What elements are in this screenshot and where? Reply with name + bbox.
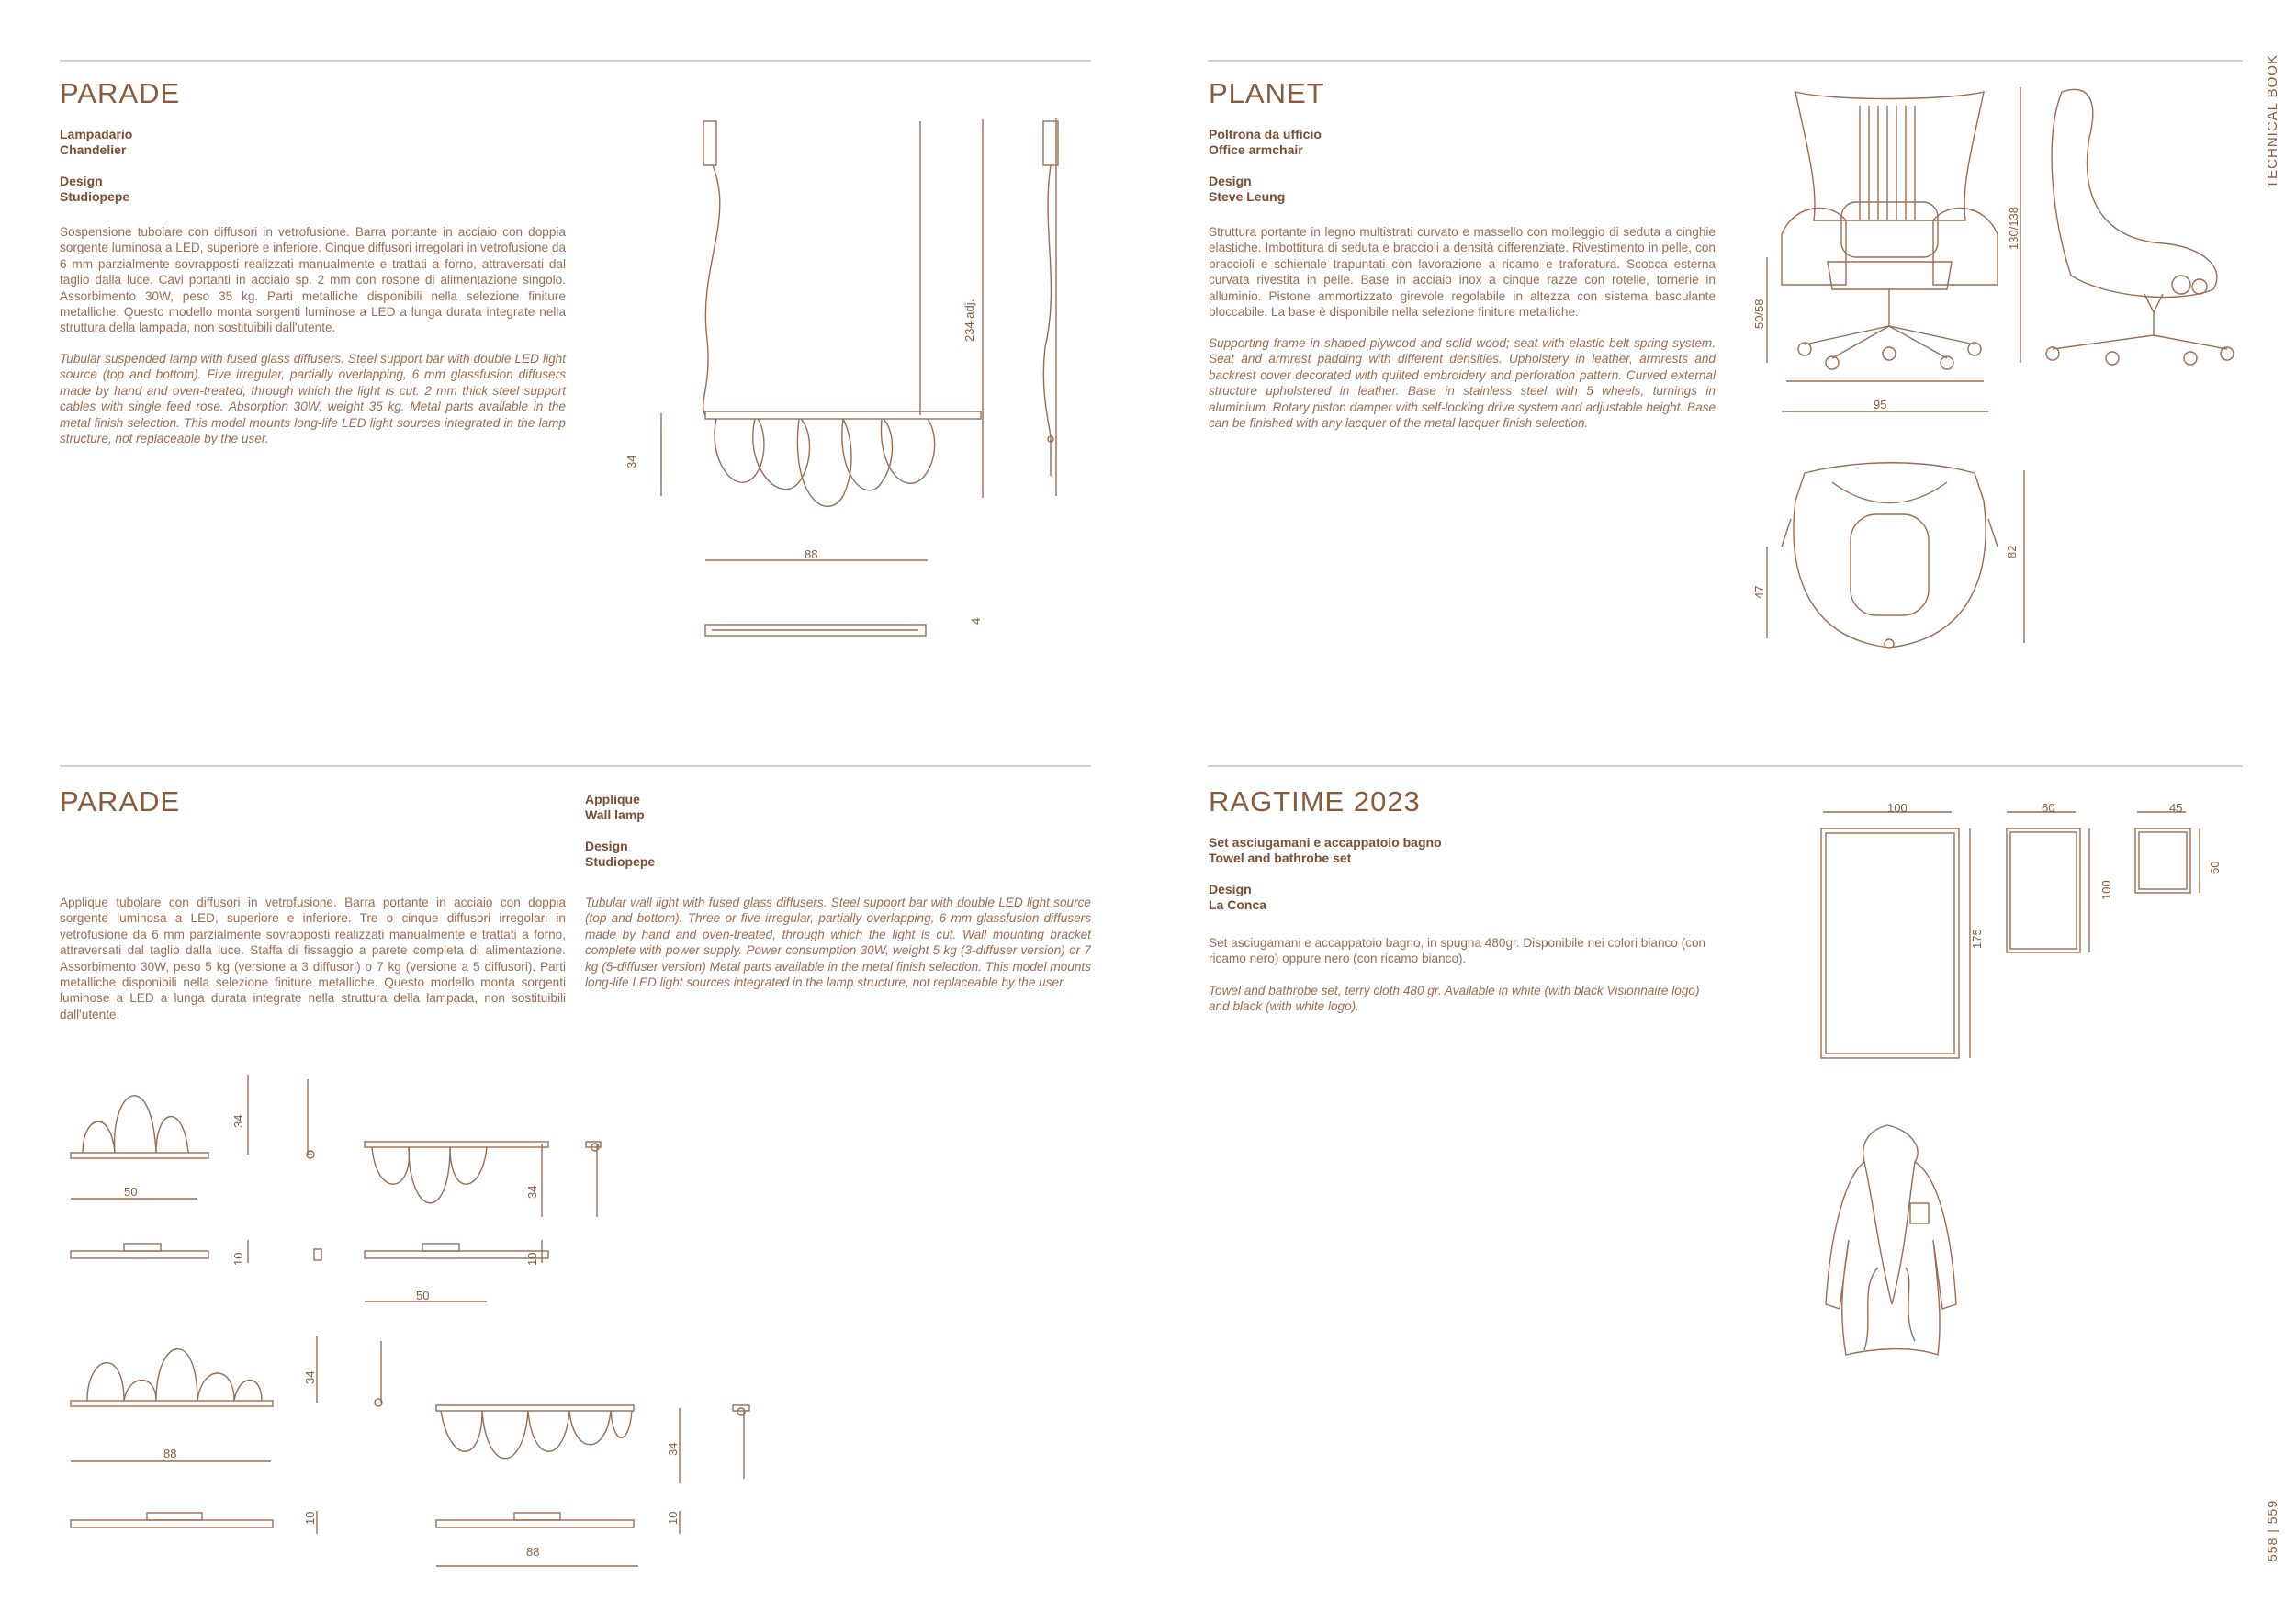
dim-h34-a: 34 [231,1114,245,1128]
product-meta [60,127,335,205]
design-label: Design [1209,174,1252,188]
dim-w50-b: 50 [416,1289,430,1302]
dim-depth: 4 [969,617,983,625]
dim-d10-a: 10 [231,1252,245,1266]
chandelier-scale-line [978,119,987,505]
design-label: Design [1209,882,1252,896]
dim-d10-d: 10 [666,1511,680,1525]
dim-w88-b: 88 [526,1545,540,1559]
section-title: PARADE [60,77,181,109]
side-label: TECHNICAL BOOK [2265,54,2280,188]
bathrobe-drawing [1823,1121,1961,1359]
product-meta [585,792,861,870]
wall-lamp-drawings [64,1070,781,1584]
description-it: Struttura portante in legno multistrati curvato e massello con molleggio di seduta a cinghie elastiche. Imbottitura di seduta e braccioli a densità differenziate. Rivestimento in pelle, con braccioli e schienale trapuntati con lavorazione a ricamo e traforatura. Scocca esterna curvata rivestita in pelle. Base in acciaio inox a cinque razze con rotelle, tornerie in alluminio. Pistone ammortizzato girevole regolabile in altezza con sistema basculante bloccabile. La base è disponibile nella selezione finiture metalliche. [1209,225,1716,320]
planet-dim-lines-right [2020,386,2039,661]
dim-width: 88 [805,547,818,561]
section-title: RAGTIME 2023 [1209,785,1421,817]
section-title: PARADE [60,785,181,817]
type-it: Poltrona da ufficio [1209,127,1322,141]
designer: La Conca [1209,897,1267,912]
designer: Studiopepe [60,189,130,204]
type-it: Applique [585,792,640,806]
divider-top-left [60,60,1091,62]
design-label: Design [60,174,103,188]
dim-h34-b: 34 [525,1185,539,1199]
dim-total-height: 234 adj. [962,299,976,342]
dim-width: 95 [1874,398,1887,411]
description-it: Sospensione tubolare con diffusori in vetrofusione. Barra portante in acciaio con doppia sorgente luminosa a LED, superiore e inferiore. Cinque diffusori irregolari in vetrofusione da 6 mm parzialmente sovrapposti realizzati manualmente e trattati a forno, attraversati dal taglio dalla luce. Cavi portanti in acciaio sp. 2 mm con rosone di alimentazione singolo. Assorbimento 30W, peso 35 kg. Parti metalliche disponibili nella selezione finiture metalliche. Questo modello monta sorgenti luminose a LED a lunga durata integrate nella struttura della lampada, non sostituibili dall'utente. [60,225,566,335]
divider-mid-right [1208,765,2243,767]
description-it: Applique tubolare con diffusori in vetrofusione. Barra portante in acciaio con doppia sorgente luminosa a LED, superiore e inferiore. Tre o cinque diffusori irregolari in vetrofusione da 6 mm parzialmente sovrapposti realizzati manualmente e trattati a forno, attraversati dal taglio dalla luce. Staffa di fissaggio a parete completa di alimentazione. Assorbimento 30W, peso 5 kg (versione a 3 diffusori) o 7 kg (versione a 5 diffusori). Parti metalliche disponibili nella selezione finiture metalliche. Questo modello monta sorgenti luminose a LED a lunga durata integrate nella struttura della lampada, non sostituibili dall'utente. [60,896,566,1021]
chandelier-front-drawing [606,110,992,661]
designer: Studiopepe [585,854,656,869]
dim-w88-a: 88 [163,1447,177,1460]
type-en: Office armchair [1209,142,1303,157]
type-it: Set asciugamani e accappatoio bagno [1209,835,1442,850]
designer: Steve Leung [1209,189,1286,204]
dim-total-height: 130/138 [2007,207,2020,250]
dim-w50-a: 50 [124,1185,138,1199]
dim-top-depth: 47 [1752,585,1766,599]
description-en: Supporting frame in shaped plywood and solid wood; seat with elastic belt spring system. Seat and armrest padding with different densities. Upholstery in leather, armrests and backrest cover decorated with quilted embroidery and perforation pattern. Curved external structure upholstered in leather. Base in stainless steel with 5 wheels, turnings in aluminium. Rotary piston damper with self-locking drive system and adjustable height. Base can be finished with any lacquer of the metal lacquer finish selection. [1209,336,1716,431]
page-numbers: 558 | 559 [2265,1499,2279,1561]
description-it: Set asciugamani e accappatoio bagno, in spugna 480gr. Disponibile nei colori bianco (con ricamo nero) oppure nero (con ricamo bianco). [1209,936,1706,966]
planet-dim-lines [1763,83,2039,652]
type-en: Towel and bathrobe set [1209,851,1352,865]
armchair-side-drawing [2016,83,2236,377]
chandelier-side-drawing [1038,118,1075,503]
type-it: Lampadario [60,127,133,141]
dim-h175: 175 [1970,929,1984,949]
dim-top-width: 82 [2005,545,2019,558]
description-en: Tubular wall light with fused glass diffusers. Steel support bar with double LED light source (top and bottom). Three or five irregular, partially overlapping, 6 mm glassfusion diffusers made by hand and oven-treated, through which the light is cut. Wall mounting bracket complete with power supply. Power consumption 30W, weight 5 kg (3-diffuser version) or 7 kg (5-diffuser version) Metal parts available in the metal finish selection. This model mounts long-life LED light sources integrated in the lamp structure, not replaceable by the user. [585,896,1091,990]
dim-w45: 45 [2169,801,2183,815]
dim-h100: 100 [2099,880,2113,900]
section-title: PLANET [1209,77,1325,109]
type-en: Wall lamp [585,807,645,822]
design-label: Design [585,839,628,853]
dim-d10-c: 10 [303,1511,317,1525]
dim-h34-c: 34 [303,1370,317,1384]
product-meta [1209,835,1576,913]
dim-h34-d: 34 [666,1442,680,1456]
product-meta [1209,127,1484,205]
divider-mid-left [60,765,1091,767]
dim-d10-b: 10 [525,1252,539,1266]
description-en: Towel and bathrobe set, terry cloth 480 gr. Available in white (with black Visionnaire logo) and black (with white logo). [1209,984,1700,1014]
divider-top-right [1208,60,2243,62]
description-en: Tubular suspended lamp with fused glass diffusers. Steel support bar with double LED light source (top and bottom). Five irregular, partially overlapping, 6 mm glassfusion diffusers made by hand and oven-treated, through which the light is cut. 2 mm thick steel support cables with single feed rose. Absorption 30W, weight 35 kg. Metal parts available in the metal finish selection. This model mounts long-life LED light sources integrated in the lamp structure, not replaceable by the user. [60,352,566,446]
dim-h60: 60 [2208,861,2222,874]
dim-height: 34 [625,455,638,468]
towel-drawings [1814,808,2227,1075]
dim-seat-height: 50/58 [1752,299,1766,329]
dim-w60: 60 [2042,801,2055,815]
type-en: Chandelier [60,142,127,157]
dim-w100: 100 [1887,801,1908,815]
